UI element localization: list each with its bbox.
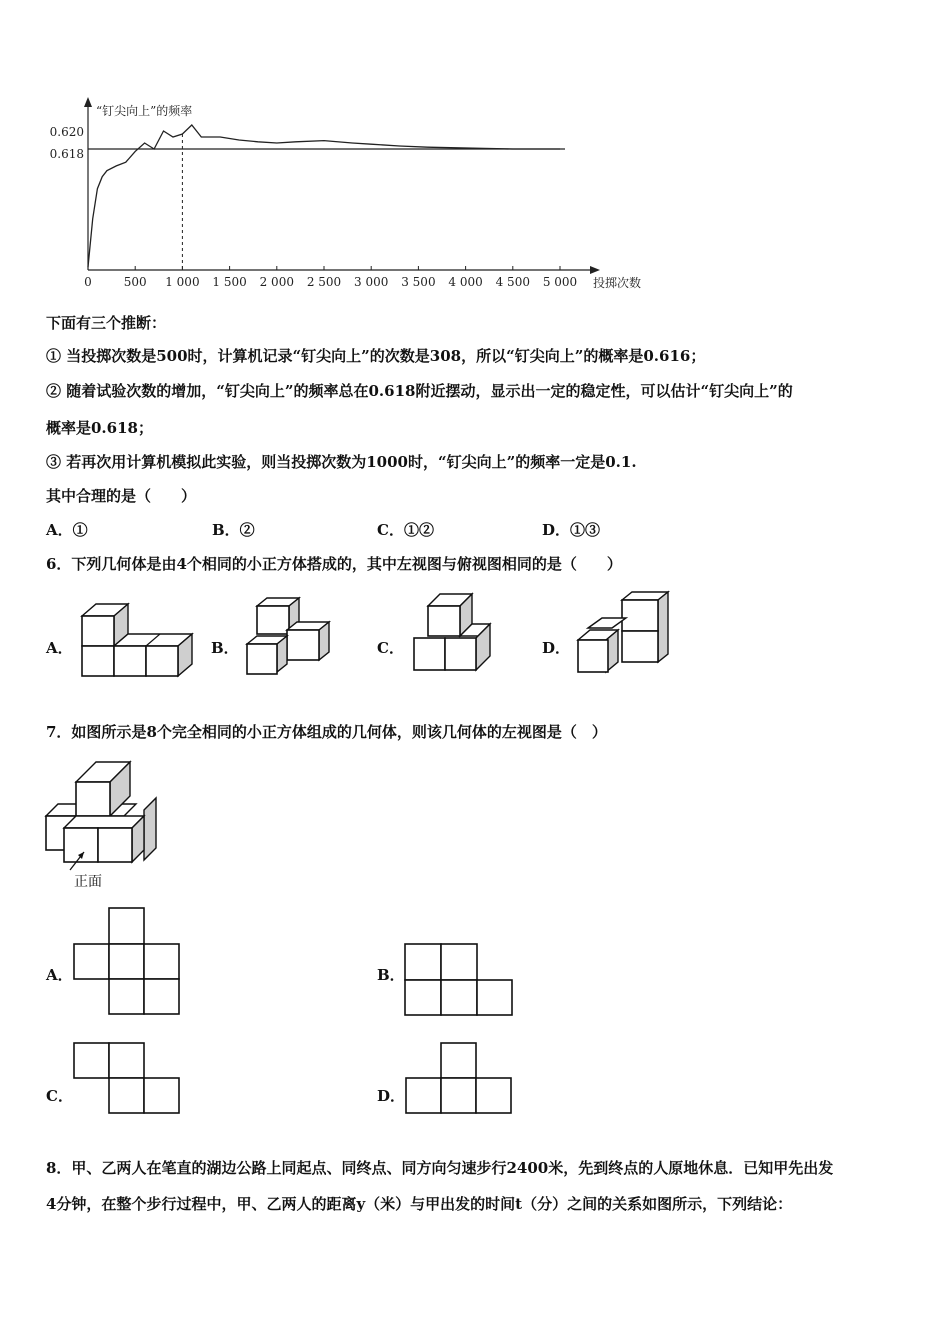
series-line bbox=[88, 125, 560, 267]
q6-figure-b[interactable] bbox=[243, 594, 338, 680]
q7-figure-b[interactable] bbox=[402, 940, 516, 1020]
x-tick-label: 4 500 bbox=[495, 275, 530, 289]
q6-label-b[interactable]: B． bbox=[211, 639, 239, 657]
q6-stem: 6．下列几何体是由4个相同的小正方体搭成的，其中左视图与俯视图相同的是（ ） bbox=[46, 555, 622, 573]
q7-front-label: 正面 bbox=[74, 874, 102, 890]
q6-figure-a[interactable] bbox=[78, 600, 198, 680]
y-tick-label: 0.618 bbox=[49, 147, 84, 161]
q6-figure-c[interactable] bbox=[410, 590, 495, 676]
q6-label-d[interactable]: D． bbox=[542, 639, 571, 657]
q5-statement-2b: 概率是0.618； bbox=[46, 419, 153, 437]
x-tick-label: 3 000 bbox=[354, 275, 389, 289]
q8-line-1: 8．甲、乙两人在笔直的湖边公路上同起点、同终点、同方向匀速步行2400米，先到终点的人原地休息．已知甲先出发 bbox=[46, 1159, 834, 1177]
frequency-chart bbox=[40, 95, 670, 300]
x-axis-title: 投掷次数 bbox=[593, 276, 642, 290]
q7-label-b[interactable]: B． bbox=[377, 966, 405, 984]
y-axis-title: “钉尖向上”的频率 bbox=[96, 104, 193, 118]
q6-figure-d[interactable] bbox=[574, 588, 674, 676]
q5-statement-3: ③ 若再次用计算机模拟此实验，则当投掷次数为1000时，“钉尖向上”的频率一定是0.1. bbox=[46, 453, 637, 471]
x-tick-label: 4 000 bbox=[448, 275, 483, 289]
q6-label-c[interactable]: C． bbox=[377, 639, 404, 657]
x-tick-label: 3 500 bbox=[401, 275, 436, 289]
q7-figure-d[interactable] bbox=[402, 1040, 518, 1118]
q7-label-c[interactable]: C． bbox=[46, 1087, 73, 1105]
q5-option-d[interactable]: D．①③ bbox=[542, 521, 601, 539]
x-axis-arrow bbox=[590, 266, 600, 274]
y-tick-label: 0.620 bbox=[49, 125, 84, 139]
x-tick-label: 1 500 bbox=[212, 275, 247, 289]
q5-intro: 下面有三个推断： bbox=[46, 314, 167, 332]
x-tick-label: 2 500 bbox=[306, 275, 342, 289]
q5-option-a[interactable]: A．① bbox=[46, 521, 88, 539]
q7-stem: 7．如图所示是8个完全相同的小正方体组成的几何体，则该几何体的左视图是（ ） bbox=[46, 723, 607, 741]
q7-solid-figure bbox=[44, 752, 164, 892]
q5-option-c[interactable]: C．①② bbox=[377, 521, 434, 539]
q5-statement-1: ① 当投掷次数是500时，计算机记录“钉尖向上”的次数是308，所以“钉尖向上”的概率是0.616； bbox=[46, 347, 706, 365]
q6-label-a[interactable]: A． bbox=[46, 639, 73, 657]
y-axis-arrow bbox=[84, 97, 92, 107]
x-tick-label: 2 000 bbox=[259, 275, 294, 289]
x-tick-label: 5 000 bbox=[542, 275, 578, 289]
q5-statement-2a: ② 随着试验次数的增加，“钉尖向上”的频率总在0.618附近摆动，显示出一定的稳定性，可以估计“钉尖向上”的 bbox=[46, 382, 793, 400]
q5-option-b[interactable]: B．② bbox=[212, 521, 255, 539]
x-tick-label: 500 bbox=[123, 275, 147, 289]
q5-ask: 其中合理的是（ ） bbox=[46, 487, 197, 505]
q7-label-d[interactable]: D． bbox=[377, 1087, 406, 1105]
q7-figure-a[interactable] bbox=[72, 905, 184, 1019]
q7-label-a[interactable]: A． bbox=[46, 966, 73, 984]
q8-line-2: 4分钟，在整个步行过程中，甲、乙两人的距离y（米）与甲出发的时间t（分）之间的关系如图所示，下列结论： bbox=[46, 1195, 793, 1213]
x-tick-label: 0 bbox=[84, 275, 92, 289]
x-tick-label: 1 000 bbox=[165, 275, 200, 289]
q7-figure-c[interactable] bbox=[72, 1040, 184, 1118]
